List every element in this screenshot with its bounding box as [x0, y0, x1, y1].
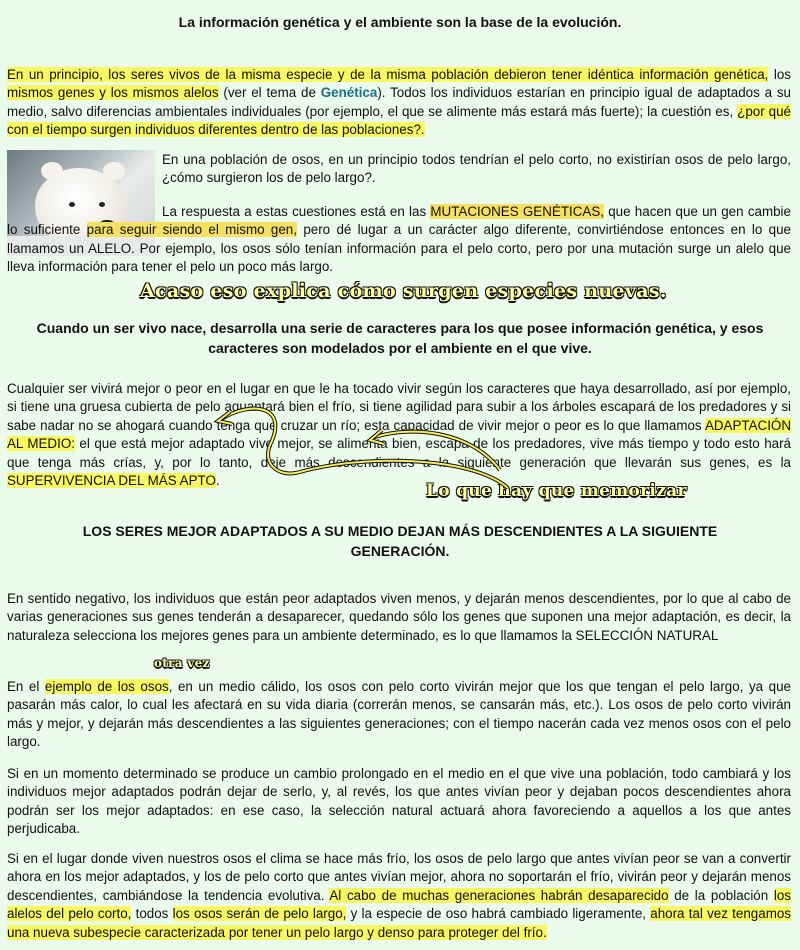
- link-genetica[interactable]: Genética: [320, 85, 378, 101]
- highlight-new-subspecies: ahora tal vez tengamos una nueva subespecie caracterizada por tener un pelo largo y denso para proteger del frío.: [7, 906, 791, 940]
- highlight-identical-info: En un principio, los seres vivos de la misma especie y de la misma población debieron tener idéntica información genética,: [7, 67, 769, 82]
- heading-best-adapted: LOS SERES MEJOR ADAPTADOS A SU MEDIO DEJAN MÁS DESCENDIENTES A LA SIGUIENTE GENERACIÓN.: [82, 523, 718, 559]
- paragraph-environment-change: Si en un momento determinado se produce un cambio prolongado en el medio en el que vive una población, todo cambiará y los individuos mejor adaptados podrán dejar de serlo, y, al revés, los que antes vivían peor y dejaban pocos descendientes ahora podrán ser los mejor adaptados: en ese caso, la selección natural actuará ahora favoreciendo a aquellos a los que antes perjudicaba.: [7, 766, 791, 837]
- highlight-ejemplo-osos: ejemplo de los osos: [44, 679, 169, 694]
- paragraph-cold-climate: Si en el lugar donde viven nuestros osos el clima se hace más frío, los osos de pelo largo que antes vivían peor se van a convertir ahora en los mejor adaptados, y los de pelo corto que antes vivían mejor, ahora no soportarán el frío, vivirán peor y dejarán menos descendientes, cambiándose la tendencia evolutiva. Al cabo de muchas generaciones habrán desaparecido de la población los alelos del pelo corto, todos los osos serán de pelo largo, y la especie de oso habrá cambiado ligeramente, ahora tal vez tengamos una nueva subespecie caracterizada por tener un pelo largo y denso para proteger del frío.: [7, 851, 791, 940]
- highlight-same-gene: para seguir siendo el mismo gen,: [86, 222, 297, 238]
- paragraph-bear-example: En el ejemplo de los osos, en un medio cálido, los osos con pelo corto vivirán mejor que los que tengan el pelo largo, ya que pasarán más calor, lo cual les afectará en su vida diaria (correrán menos, se cansarán más, etc.). Los osos de pelo corto vivirán más y mejor, y dejarán más descendientes a las siguientes generaciones; con el tiempo nacerán cada vez menos osos con el pelo largo.: [7, 679, 791, 750]
- paragraph-natural-selection: En sentido negativo, los individuos que están peor adaptados viven menos, y dejarán menos descendientes, por lo que al cabo de varias generaciones sus genes tenderán a desaparecer, quedando sólo los genes que suponen una mejor adaptación, es decir, la naturaleza selecciona los mejores genes para un ambiente determinado, es lo que llamamos la SELECCIÓN NATURAL: [7, 591, 791, 643]
- highlight-long-hair: los osos serán de pelo largo,: [172, 906, 347, 922]
- page-title: La información genética y el ambiente son la base de la evolución.: [178, 14, 622, 30]
- annotation-otra-vez: otra vez: [154, 656, 210, 670]
- heading-character-development: Cuando un ser vivo nace, desarrolla una serie de caracteres para los que posee información genética, y esos caracteres son modelados por el ambiente en el que vive.: [36, 320, 764, 356]
- annotation-species: Acaso eso explica cómo surgen especies nuevas.: [140, 280, 667, 302]
- highlight-short-hair-alleles: los alelos del pelo corto,: [7, 887, 791, 922]
- paragraph-adaptation: Cualquier ser vivirá mejor o peor en el lugar en que le ha tocado vivir según los caracteres que haya desarrollado, así por ejemplo, si tiene una gruesa cubierta de pelo aguantará bien el frío, si tiene agilidad para subir a los árboles escapará de los predadores y si sabe nadar no se ahogará cuando tenga que cruzar un río; esta capacidad de vivir mejor o peor es lo que llamamos ADAPTACIÓN AL MEDIO: el que está mejor adaptado vive mejor, se alimenta bien, escapa de los predadores, vive más tiempo y todo esto hará que tenga más crías, y, por lo tanto, deje más descendientes a la siguiente generación que llevarán sus genes, es la SUPERVIVENCIA DEL MÁS APTO.: [7, 381, 792, 489]
- annotation-memorize: Lo que hay que memorizar: [426, 481, 687, 501]
- highlight-question: ¿por qué con el tiempo surgen individuos diferentes dentro de las poblaciones?.: [7, 103, 791, 138]
- highlight-supervivencia: SUPERVIVENCIA DEL MÁS APTO: [7, 473, 216, 489]
- highlight-same-genes: mismos genes y los mismos alelos: [7, 85, 219, 101]
- paragraph-intro: En un principio, los seres vivos de la misma especie y de la misma población debieron tener idéntica información genética, los mismos genes y los mismos alelos (ver el tema de Genética). Todos los individuos estarían en principio igual de adaptados a su medio, salvo diferencias ambientales individuales (por ejemplo, el que se alimente más estará más fuerte); la cuestión es, ¿por qué con el tiempo surgen individuos diferentes dentro de las poblaciones?.: [7, 67, 792, 138]
- highlight-adaptacion: ADAPTACIÓN AL MEDIO:: [7, 417, 791, 452]
- paragraph-mutations: La respuesta a estas cuestiones está en las MUTACIONES GENÉTICAS, que hacen que un gen cambie lo suficiente para seguir siendo el mismo gen, pero dé lugar a un carácter algo diferente, convirtiéndose entonces en lo que llamamos un ALELO. Por ejemplo, los osos sólo tenían información para el pelo corto, pero por una mutación surge un alelo que lleva información para tener el pelo un poco más largo.: [7, 204, 791, 275]
- highlight-mutaciones: MUTACIONES GENÉTICAS,: [430, 204, 604, 219]
- paragraph-bears-question: En una población de osos, en un principio todos tendrían el pelo corto, no existirían osos de pelo largo, ¿cómo surgieron los de pelo largo?.: [162, 152, 791, 186]
- highlight-generations: Al cabo de muchas generaciones habrán desaparecido: [329, 887, 669, 903]
